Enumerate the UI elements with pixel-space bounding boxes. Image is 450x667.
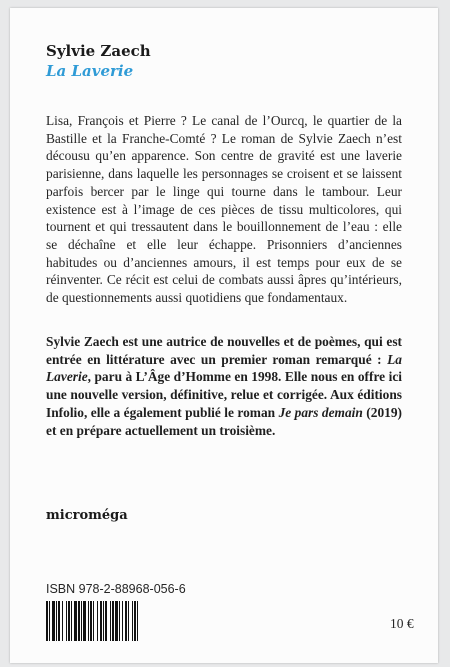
bio-text-1: Sylvie Zaech est une autrice de nouvelles et de poèmes, qui est entrée en littérature avec un premier roman remarqué : bbox=[46, 334, 402, 367]
isbn-number: ISBN 978-2-88968-056-6 bbox=[46, 582, 186, 596]
bio-book-title-2: Je pars demain bbox=[278, 404, 363, 420]
barcode-icon bbox=[46, 601, 216, 641]
bio-text-2: , paru à L’Âge d’Homme en 1998. Elle nous en offre ici une nouvelle version, définitive, relue et corrigée. Aux éditions Infolio, elle a également publié le roman bbox=[46, 369, 402, 420]
book-title: La Laverie bbox=[46, 62, 134, 80]
back-cover bbox=[10, 8, 438, 663]
synopsis-paragraph: Lisa, François et Pierre ? Le canal de l’Ourcq, le quartier de la Bastille et la Franche-Comté ? Le roman de Sylvie Zaech n’est décousu qu’en apparence. Son centre de gravité est une laverie parisienne, dans laquelle les personnages se croisent et se laissent parfois bercer par le linge qui tourne dans le tambour. Leur existence est à l’image de ces pièces de tissu multicolores, qui tournent et qui tressautent dans le bouillonnement de l’eau : elle se déchaîne et elle leur échappe. Prisonniers d’anciennes habitudes ou d’anciennes amours, il est temps pour eux de se réinventer. Ce récit est celui de combats aussi âpres qu’intérieurs, de questionnements aussi quotidiens que fondamentaux. bbox=[46, 113, 402, 306]
bio-book-title-1: La Laverie bbox=[46, 351, 402, 385]
price-label: 10 € bbox=[390, 616, 414, 631]
publisher-imprint: microméga bbox=[46, 508, 128, 523]
author-bio-paragraph bbox=[46, 333, 402, 439]
bio-text-3: (2019) et en prépare actuellement un troisième. bbox=[46, 404, 402, 438]
author-name: Sylvie Zaech bbox=[46, 42, 151, 60]
